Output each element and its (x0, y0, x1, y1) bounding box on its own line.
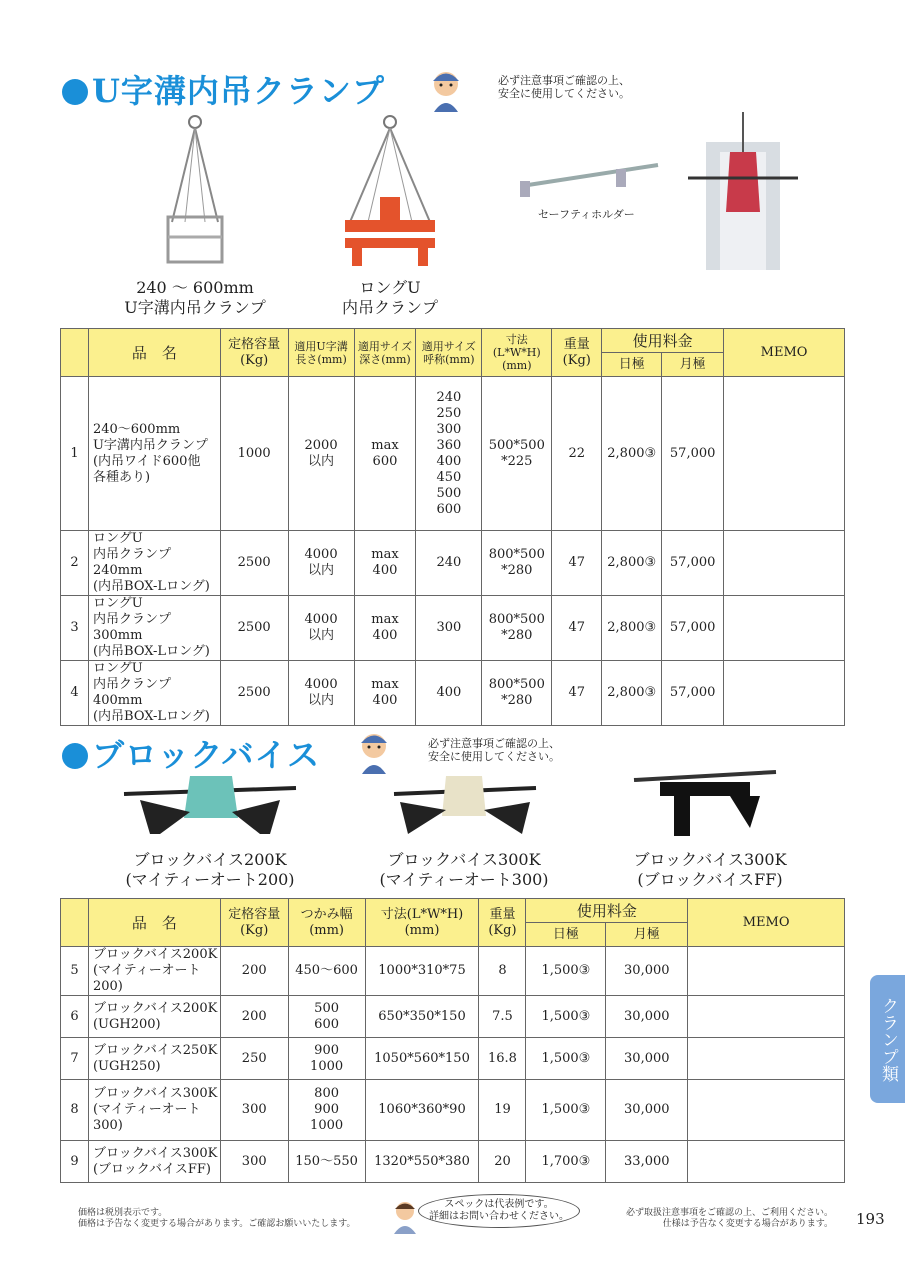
row-month: 30,000 (606, 947, 688, 996)
row-day: 1,700③ (526, 1141, 606, 1183)
header-capacity: 定格容量 (Kg) (220, 899, 288, 947)
block-vise-200k-image (120, 772, 300, 842)
row-name: ブロックバイス300K (ブロックバイスFF) (88, 1141, 220, 1183)
block-vise-300k-caption: ブロックバイス300K (マイティーオート300) (379, 850, 549, 889)
row-nominal: 240 250 300 360 400 450 500 600 (416, 377, 482, 531)
row-month: 33,000 (606, 1141, 688, 1183)
row-no: 7 (61, 1038, 89, 1080)
row-weight: 22 (552, 377, 602, 531)
bullet-icon (62, 79, 88, 105)
row-depth: max 600 (354, 377, 416, 531)
header-nominal: 適用サイズ 呼称(mm) (416, 329, 482, 377)
row-no: 6 (61, 996, 89, 1038)
row-length: 2000 以内 (288, 377, 354, 531)
spec-speech-bubble: スペックは代表例です。 詳細はお問い合わせください。 (418, 1194, 580, 1228)
header-weight: 重量 (Kg) (479, 899, 526, 947)
row-nominal: 300 (416, 596, 482, 661)
u-clamp-caption: 240 ～ 600mm U字溝内吊クランプ (124, 278, 266, 317)
safety-holder-caption: セーフティホルダー (538, 208, 635, 221)
row-grip: 900 1000 (288, 1038, 365, 1080)
row-month: 57,000 (662, 377, 724, 531)
row-memo (688, 1141, 845, 1183)
header-capacity: 定格容量 (Kg) (220, 329, 288, 377)
row-day: 2,800③ (602, 661, 662, 726)
row-day: 2,800③ (602, 531, 662, 596)
block-vise-ff-caption: ブロックバイス300K (ブロックバイスFF) (633, 850, 787, 889)
row-no: 4 (61, 661, 89, 726)
row-memo (688, 996, 845, 1038)
row-capacity: 300 (220, 1080, 288, 1141)
row-memo (724, 377, 845, 531)
row-name: ロングU 内吊クランプ300mm (内吊BOX-Lロング) (88, 596, 220, 661)
row-day: 1,500③ (526, 1038, 606, 1080)
table-row (61, 1038, 845, 1080)
u-ditch-installation-image (688, 112, 798, 272)
row-weight: 19 (479, 1080, 526, 1141)
header-fee: 使用料金 (602, 329, 724, 353)
header-name: 品 名 (88, 329, 220, 377)
row-dims: 800*500 *280 (482, 596, 552, 661)
row-grip: 150～550 (288, 1141, 365, 1183)
row-grip: 800 900 1000 (288, 1080, 365, 1141)
row-no: 9 (61, 1141, 89, 1183)
row-nominal: 240 (416, 531, 482, 596)
row-capacity: 2500 (220, 531, 288, 596)
block-vise-300k-image (390, 772, 540, 840)
header-day: 日極 (602, 353, 662, 377)
header-day: 日極 (526, 923, 606, 947)
worker-mascot-icon (428, 68, 464, 112)
row-memo (688, 1080, 845, 1141)
row-dims: 800*500 *280 (482, 531, 552, 596)
safety-notice: 必ず注意事項ご確認の上、 安全に使用してください。 (428, 737, 560, 763)
table-header-row (61, 899, 845, 923)
row-month: 30,000 (606, 1038, 688, 1080)
table-row (61, 596, 845, 661)
u-clamp-image (160, 112, 230, 272)
row-capacity: 300 (220, 1141, 288, 1183)
block-vise-200k-caption: ブロックバイス200K (マイティーオート200) (125, 850, 295, 889)
page-number: 193 (856, 1210, 885, 1228)
row-depth: max 400 (354, 531, 416, 596)
row-weight: 20 (479, 1141, 526, 1183)
header-grip: つかみ幅 (mm) (288, 899, 365, 947)
bullet-icon (62, 743, 88, 769)
category-tab[interactable]: クランプ類 (870, 975, 905, 1103)
header-length: 適用U字溝 長さ(mm) (288, 329, 354, 377)
table-row (61, 947, 845, 996)
row-name: ブロックバイス300K (マイティーオート300) (88, 1080, 220, 1141)
row-capacity: 2500 (220, 661, 288, 726)
row-name: ブロックバイス250K (UGH250) (88, 1038, 220, 1080)
row-grip: 500 600 (288, 996, 365, 1038)
row-capacity: 250 (220, 1038, 288, 1080)
footer-price-note: 価格は税別表示です。 価格は予告なく変更する場合があります。ご確認お願いいたします。 (78, 1208, 356, 1229)
row-day: 1,500③ (526, 1080, 606, 1141)
row-dims: 1060*360*90 (365, 1080, 479, 1141)
table-row (61, 1141, 845, 1183)
row-length: 4000 以内 (288, 661, 354, 726)
u-clamp-spec-table (60, 328, 845, 726)
row-weight: 7.5 (479, 996, 526, 1038)
footer-terms-note: 必ず取扱注意事項をご確認の上、ご利用ください。 仕様は予告なく変更する場合があります。 (626, 1208, 834, 1229)
safety-holder-image (520, 155, 665, 205)
row-length: 4000 以内 (288, 531, 354, 596)
table-row (61, 1080, 845, 1141)
table-row (61, 377, 845, 531)
row-memo (688, 947, 845, 996)
row-grip: 450～600 (288, 947, 365, 996)
row-name: 240～600mm U字溝内吊クランプ (内吊ワイド600他 各種あり) (88, 377, 220, 531)
row-capacity: 200 (220, 947, 288, 996)
header-memo: MEMO (724, 329, 845, 377)
header-fee: 使用料金 (526, 899, 688, 923)
block-vise-spec-table (60, 898, 845, 1183)
row-name: ロングU 内吊クランプ400mm (内吊BOX-Lロング) (88, 661, 220, 726)
table-row (61, 996, 845, 1038)
row-dims: 1320*550*380 (365, 1141, 479, 1183)
row-day: 2,800③ (602, 596, 662, 661)
row-nominal: 400 (416, 661, 482, 726)
row-no: 2 (61, 531, 89, 596)
row-name: ブロックバイス200K (UGH200) (88, 996, 220, 1038)
row-memo (724, 531, 845, 596)
header-memo: MEMO (688, 899, 845, 947)
row-memo (724, 596, 845, 661)
row-month: 57,000 (662, 531, 724, 596)
row-month: 57,000 (662, 596, 724, 661)
row-month: 57,000 (662, 661, 724, 726)
row-name: ブロックバイス200K (マイティーオート200) (88, 947, 220, 996)
row-weight: 47 (552, 531, 602, 596)
row-dims: 1000*310*75 (365, 947, 479, 996)
table-row (61, 661, 845, 726)
row-depth: max 400 (354, 661, 416, 726)
row-month: 30,000 (606, 996, 688, 1038)
row-weight: 47 (552, 596, 602, 661)
header-name: 品 名 (88, 899, 220, 947)
staff-mascot-icon (392, 1200, 418, 1234)
header-month: 月極 (662, 353, 724, 377)
row-depth: max 400 (354, 596, 416, 661)
block-vise-ff-image (630, 768, 780, 840)
row-capacity: 2500 (220, 596, 288, 661)
section-title-u-clamp: U字溝内吊クランプ (62, 66, 385, 112)
row-weight: 16.8 (479, 1038, 526, 1080)
row-weight: 47 (552, 661, 602, 726)
long-u-clamp-image (340, 112, 440, 272)
row-no: 5 (61, 947, 89, 996)
row-day: 1,500③ (526, 996, 606, 1038)
row-day: 2,800③ (602, 377, 662, 531)
worker-mascot-icon (356, 730, 392, 774)
row-day: 1,500③ (526, 947, 606, 996)
header-depth: 適用サイズ 深さ(mm) (354, 329, 416, 377)
row-memo (724, 661, 845, 726)
header-dims: 寸法(L*W*H) (mm) (482, 329, 552, 377)
header-no (61, 329, 89, 377)
row-month: 30,000 (606, 1080, 688, 1141)
header-no (61, 899, 89, 947)
row-no: 1 (61, 377, 89, 531)
safety-notice: 必ず注意事項ご確認の上、 安全に使用してください。 (498, 74, 630, 100)
section-title-block-vise: ブロックバイス (62, 730, 320, 776)
row-dims: 500*500 *225 (482, 377, 552, 531)
row-capacity: 200 (220, 996, 288, 1038)
row-name: ロングU 内吊クランプ240mm (内吊BOX-Lロング) (88, 531, 220, 596)
row-length: 4000 以内 (288, 596, 354, 661)
header-weight: 重量 (Kg) (552, 329, 602, 377)
row-weight: 8 (479, 947, 526, 996)
table-row (61, 531, 845, 596)
header-dims: 寸法(L*W*H) (mm) (365, 899, 479, 947)
row-dims: 1050*560*150 (365, 1038, 479, 1080)
row-dims: 800*500 *280 (482, 661, 552, 726)
long-u-clamp-caption: ロングU 内吊クランプ (341, 278, 438, 317)
row-no: 8 (61, 1080, 89, 1141)
row-no: 3 (61, 596, 89, 661)
header-month: 月極 (606, 923, 688, 947)
row-dims: 650*350*150 (365, 996, 479, 1038)
table-header-row (61, 329, 845, 353)
row-memo (688, 1038, 845, 1080)
row-capacity: 1000 (220, 377, 288, 531)
